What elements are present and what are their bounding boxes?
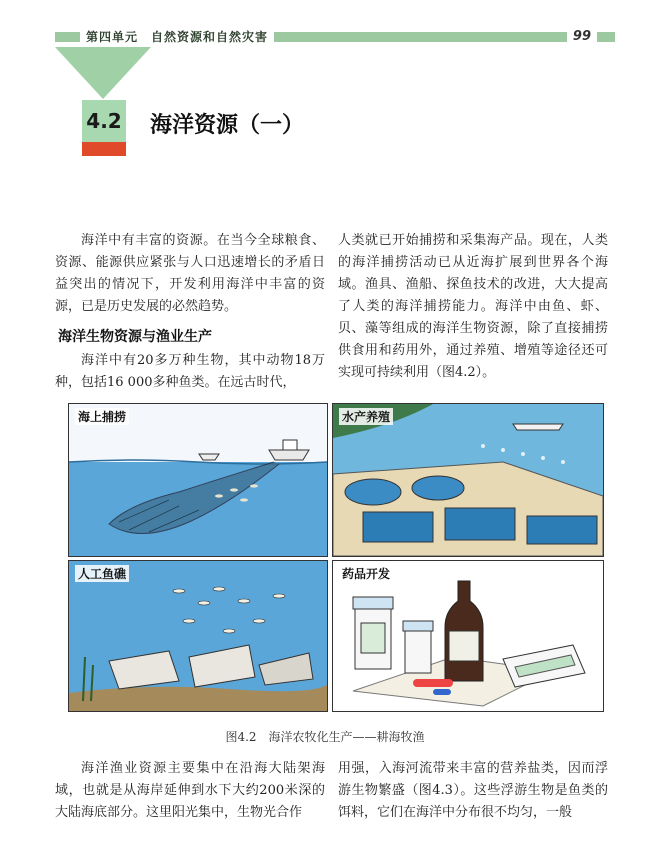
panel-artificial-reef [68, 560, 328, 712]
panel-fishing [68, 403, 328, 557]
section-title: 海洋资源（一） [150, 113, 305, 138]
section-triangle-decoration [55, 47, 151, 99]
bottom-left-paragraph: 海洋渔业资源主要集中在沿海大陆架海域，也就是从海岸延伸到水下大约200米深的大陆海底部分。这里阳光集中，生物光合作 [55, 761, 325, 820]
section-number: 4.2 [86, 109, 122, 133]
panel-label-artificial-reef: 人工鱼礁 [75, 565, 129, 582]
page-number: 99 [567, 27, 597, 47]
sub-paragraph: 海洋中有20多万种生物，其中动物18万种，包括16 000多种鱼类。在远古时代， [55, 353, 325, 390]
unit-title: 第四单元 自然资源和自然灾害 [80, 27, 274, 47]
section-accent-bar [82, 142, 126, 156]
artificial-reef-illustration [69, 561, 327, 711]
aquaculture-illustration [333, 404, 603, 556]
right-paragraph-block [338, 230, 608, 384]
sub-paragraph-block [55, 350, 325, 394]
panel-label-fishing: 海上捕捞 [75, 408, 129, 425]
page-header [55, 27, 615, 47]
bottom-left-block [55, 758, 325, 824]
panel-label-medicine: 药品开发 [339, 565, 393, 582]
intro-paragraph: 海洋中有丰富的资源。在当今全球粮食、资源、能源供应紧张与人口迅速增长的矛盾日益突出的情况下，开发利用海洋中丰富的资源，已是历史发展的必然趋势。 [55, 233, 325, 314]
fishing-illustration [69, 404, 327, 556]
panel-label-aquaculture: 水产养殖 [339, 408, 393, 425]
figure-caption: 图4.2 海洋农牧化生产——耕海牧渔 [225, 730, 425, 744]
bottom-right-paragraph: 用强，入海河流带来丰富的营养盐类，因而浮游生物繁盛（图4.3）。这些浮游生物是鱼类的饵料，它们在海洋中分布很不均匀，一般 [338, 761, 608, 820]
panel-medicine [332, 560, 604, 712]
panel-aquaculture [332, 403, 604, 557]
medicine-illustration [333, 561, 603, 711]
bottom-right-block [338, 758, 608, 824]
right-paragraph: 人类就已开始捕捞和采集海产品。现在，人类的海洋捕捞活动已从近海扩展到世界各个海域。渔具、渔船、探鱼技术的改进，大大提高了人类的海洋捕捞能力。海洋中由鱼、虾、贝、藻等组成的海洋生物资源，除了直接捕捞供食用和药用外，通过养殖、增殖等途径还可实现可持续利用（图4.2）。 [338, 233, 608, 380]
subheading: 海洋生物资源与渔业生产 [58, 329, 212, 345]
intro-paragraph-block [55, 230, 325, 318]
